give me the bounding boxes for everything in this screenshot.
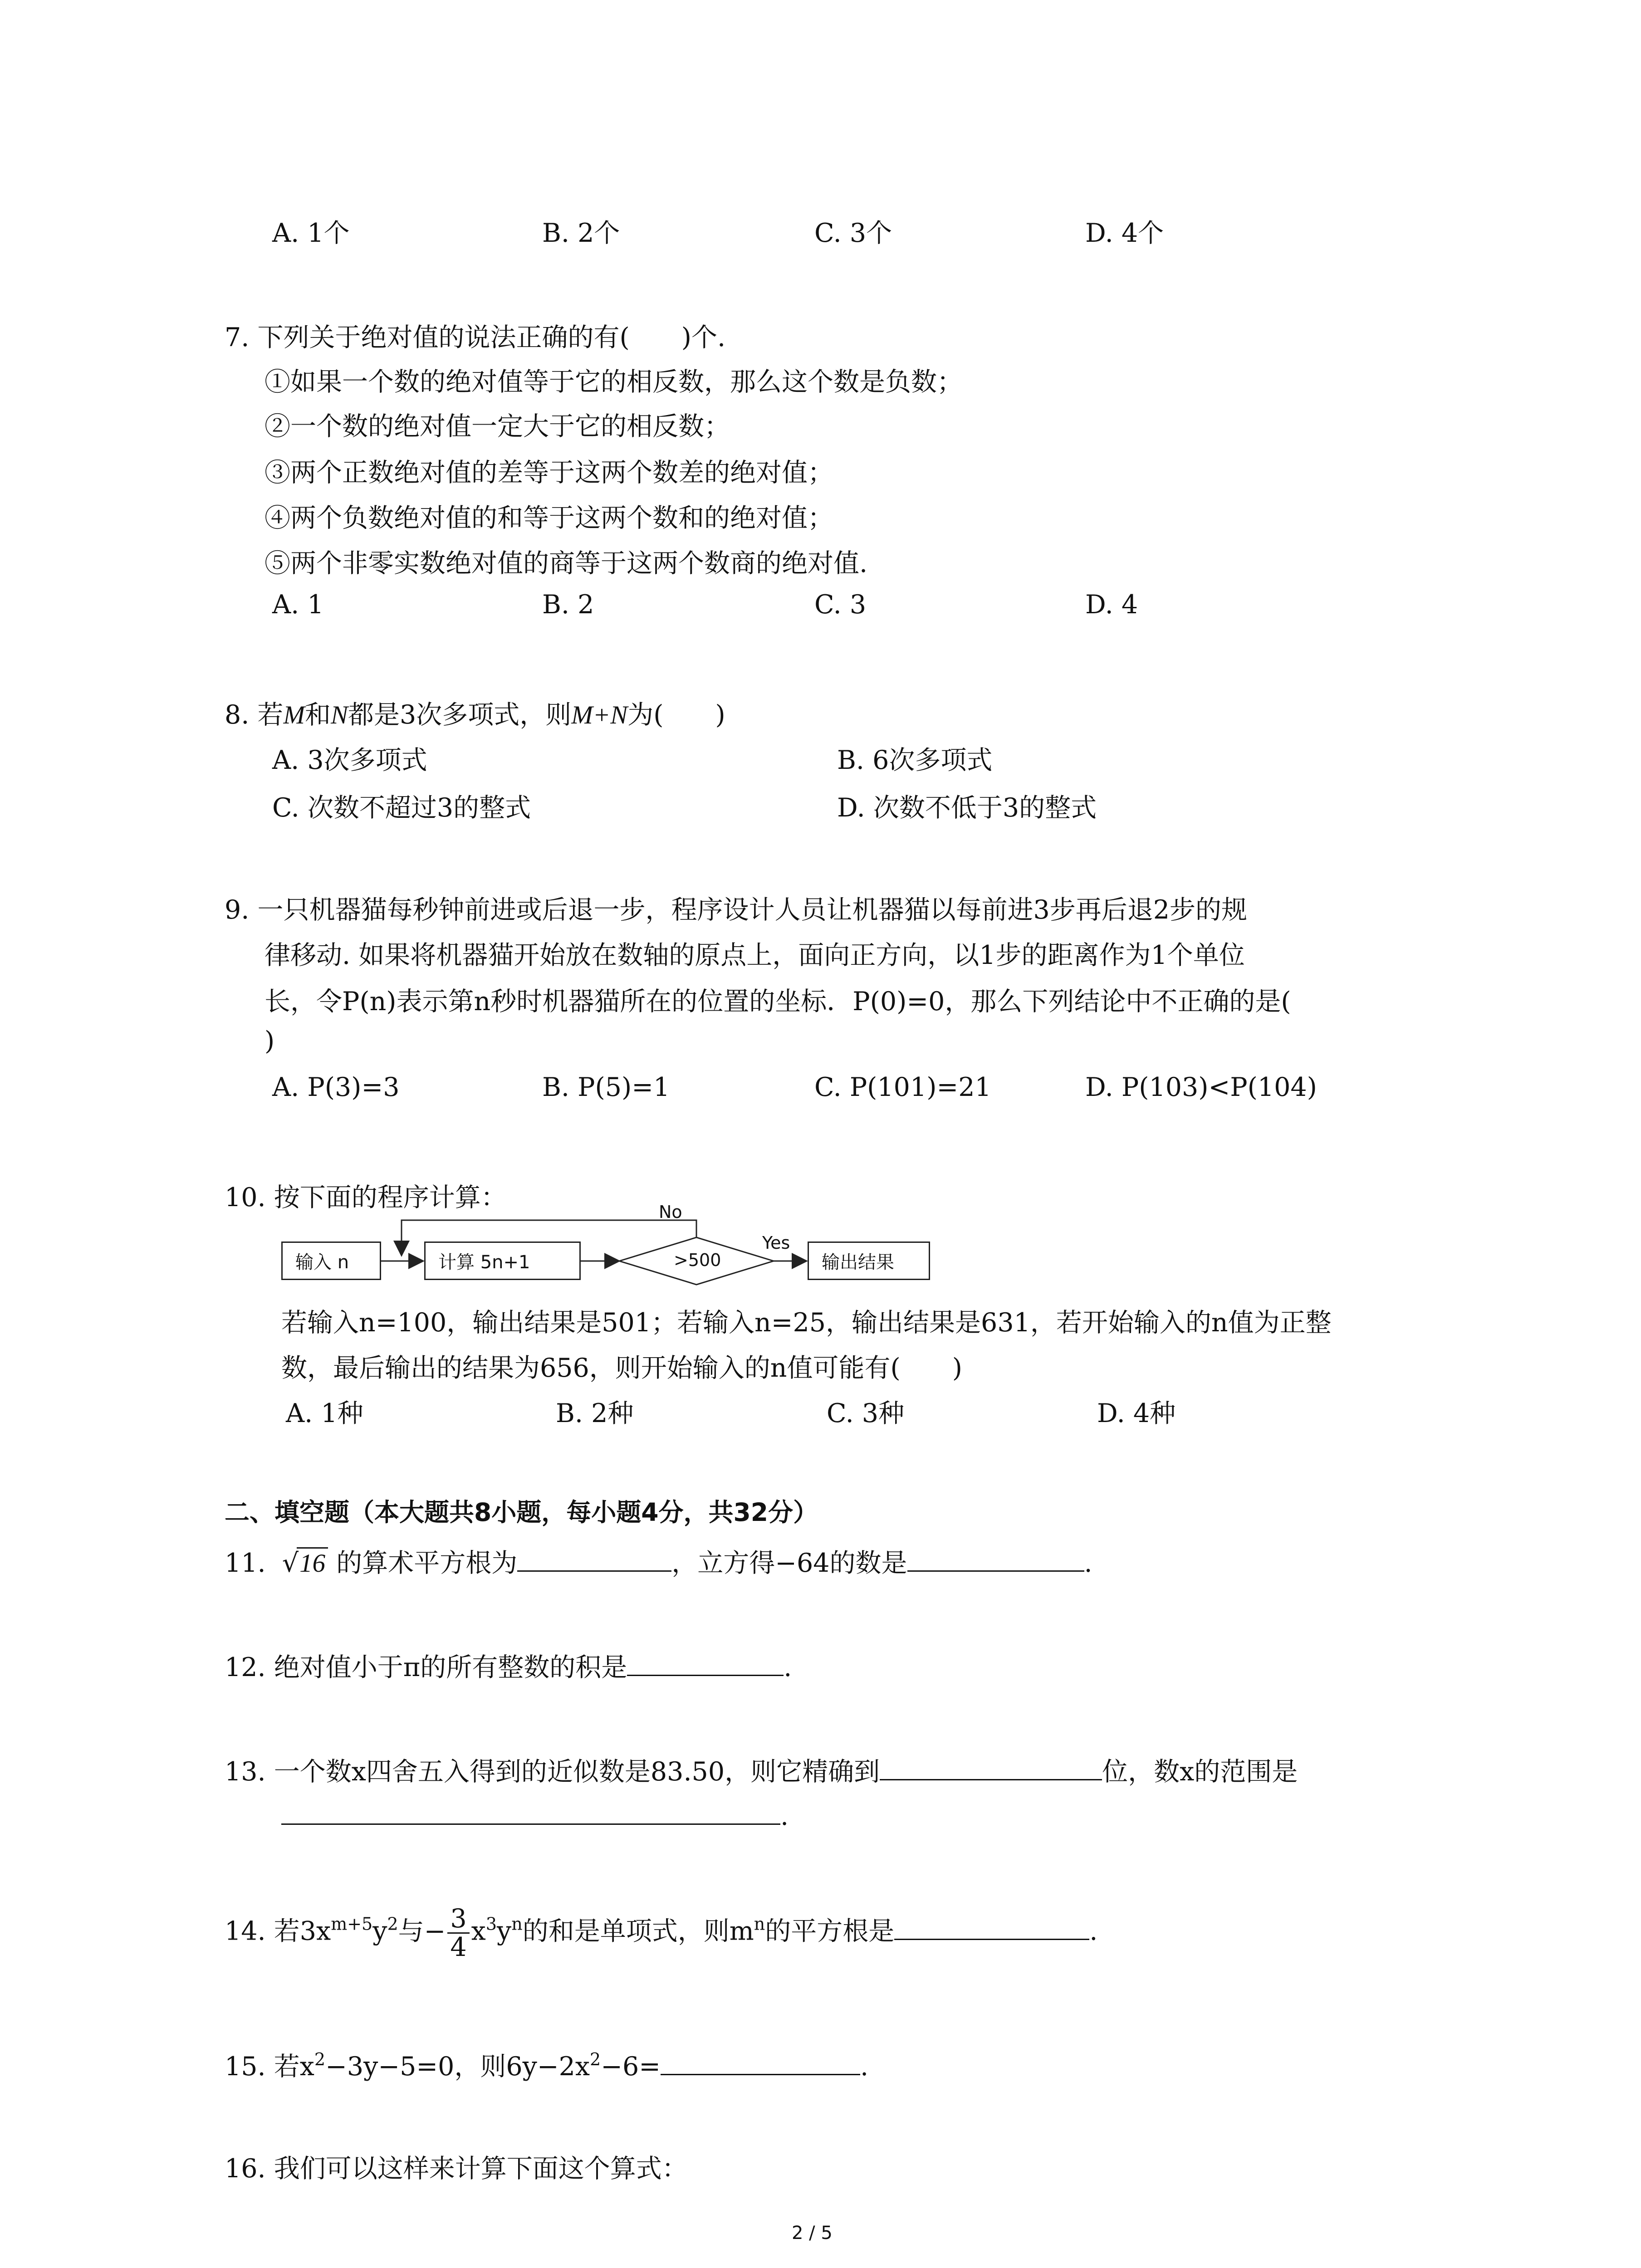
q10-option-c: C. 3种 <box>827 1398 905 1428</box>
q12-blank[interactable] <box>627 1647 784 1676</box>
q6-option-b: B. 2个 <box>542 218 620 248</box>
q7-option-c: C. 3 <box>814 590 867 620</box>
q7-stem: 7. 下列关于绝对值的说法正确的有( )个. <box>225 323 726 352</box>
q8-option-b: B. 6次多项式 <box>837 745 993 775</box>
q13-blank-2[interactable] <box>281 1796 780 1825</box>
q7-item-4: ④两个负数绝对值的和等于这两个数和的绝对值； <box>265 503 833 533</box>
sqrt-icon: √ <box>282 1548 299 1578</box>
section-2-heading: 二、填空题（本大题共8小题，每小题4分，共32分） <box>225 1498 818 1527</box>
q8-option-a: A. 3次多项式 <box>272 745 427 775</box>
q9-line-4: ) <box>265 1026 275 1056</box>
q10-option-a: A. 1种 <box>286 1398 363 1428</box>
fraction: $\frac{3}{4}$ <box>447 1905 469 1961</box>
q9-line-2: 律移动. 如果将机器猫开始放在数轴的原点上，面向正方向，以1步的距离作为1个单位 <box>265 940 1245 970</box>
q8-stem: 8. 若M和N都是3次多项式，则M+N为( ) <box>225 700 725 730</box>
q10-stem: 10. 按下面的程序计算： <box>225 1183 507 1212</box>
q9-option-b: B. P(5)=1 <box>542 1072 670 1102</box>
q10-line-2: 数，最后输出的结果为656，则开始输入的n值可能有( ) <box>281 1353 962 1383</box>
q6-option-a: A. 1个 <box>272 218 350 248</box>
q7-option-d: D. 4 <box>1085 590 1138 620</box>
q8-option-d: D. 次数不低于3的整式 <box>837 793 1097 823</box>
question-12: 12. 绝对值小于π的所有整数的积是 . <box>225 1647 792 1684</box>
page-number: 2 / 5 <box>792 2223 833 2244</box>
q9-option-c: C. P(101)=21 <box>814 1072 991 1102</box>
flow-compute-box: 计算 5n+1 <box>424 1242 581 1280</box>
q13-blank-1[interactable] <box>880 1752 1102 1780</box>
q9-option-a: A. P(3)=3 <box>272 1072 400 1102</box>
q6-option-c: C. 3个 <box>814 218 892 248</box>
question-14: 14. 若$3x^{m+5}y^2$与− $\frac{3}{4}$ $x^3y^n$的和是单项式，则$m^n$的平方根是 . <box>225 1904 1098 1962</box>
q10-option-b: B. 2种 <box>556 1398 634 1428</box>
q8-option-c: C. 次数不超过3的整式 <box>272 793 531 823</box>
q7-item-3: ③两个正数绝对值的差等于这两个数差的绝对值； <box>265 458 833 488</box>
q11-blank-1[interactable] <box>517 1543 671 1572</box>
question-13-line-2: . <box>281 1796 789 1831</box>
q7-item-5: ⑤两个非零实数绝对值的商等于这两个数商的绝对值. <box>265 548 868 578</box>
q10-line-1: 若输入n=100，输出结果是501；若输入n=25，输出结果是631，若开始输入的n值为正整 <box>281 1308 1332 1338</box>
q11-blank-2[interactable] <box>907 1543 1084 1572</box>
q10-option-d: D. 4种 <box>1097 1398 1176 1428</box>
q9-option-d: D. P(103)<P(104) <box>1085 1072 1317 1102</box>
q9-line-1: 9. 一只机器猫每秒钟前进或后退一步，程序设计人员让机器猫以每前进3步再后退2步的规 <box>225 895 1248 925</box>
q15-blank[interactable] <box>661 2047 860 2075</box>
flow-input-box: 输入 n <box>281 1242 381 1280</box>
flow-output-box: 输出结果 <box>808 1242 930 1280</box>
question-11: 11. √16 的算术平方根为 ，立方得−64的数是 . <box>225 1542 1092 1579</box>
q7-option-a: A. 1 <box>272 590 324 620</box>
question-16: 16. 我们可以这样来计算下面这个算式： <box>225 2154 688 2184</box>
q9-line-3: 长，令P(n)表示第n秒时机器猫所在的位置的坐标．P(0)=0，那么下列结论中不正确的是( <box>265 987 1291 1017</box>
flow-condition: >500 <box>674 1250 721 1270</box>
q6-option-d: D. 4个 <box>1085 218 1164 248</box>
q7-option-b: B. 2 <box>542 590 594 620</box>
question-13: 13. 一个数x四舍五入得到的近似数是83.50，则它精确到 位，数x的范围是 <box>225 1751 1298 1788</box>
q7-item-1: ①如果一个数的绝对值等于它的相反数，那么这个数是负数； <box>265 367 963 397</box>
flow-no-label: No <box>659 1202 682 1222</box>
question-15: 15. 若$x^2-3y-5=0$，则$6y-2x^2-6=$ . <box>225 2046 868 2083</box>
q7-item-2: ②一个数的绝对值一定大于它的相反数； <box>265 411 730 441</box>
flow-yes-label: Yes <box>762 1233 790 1253</box>
q14-blank[interactable] <box>894 1911 1089 1940</box>
